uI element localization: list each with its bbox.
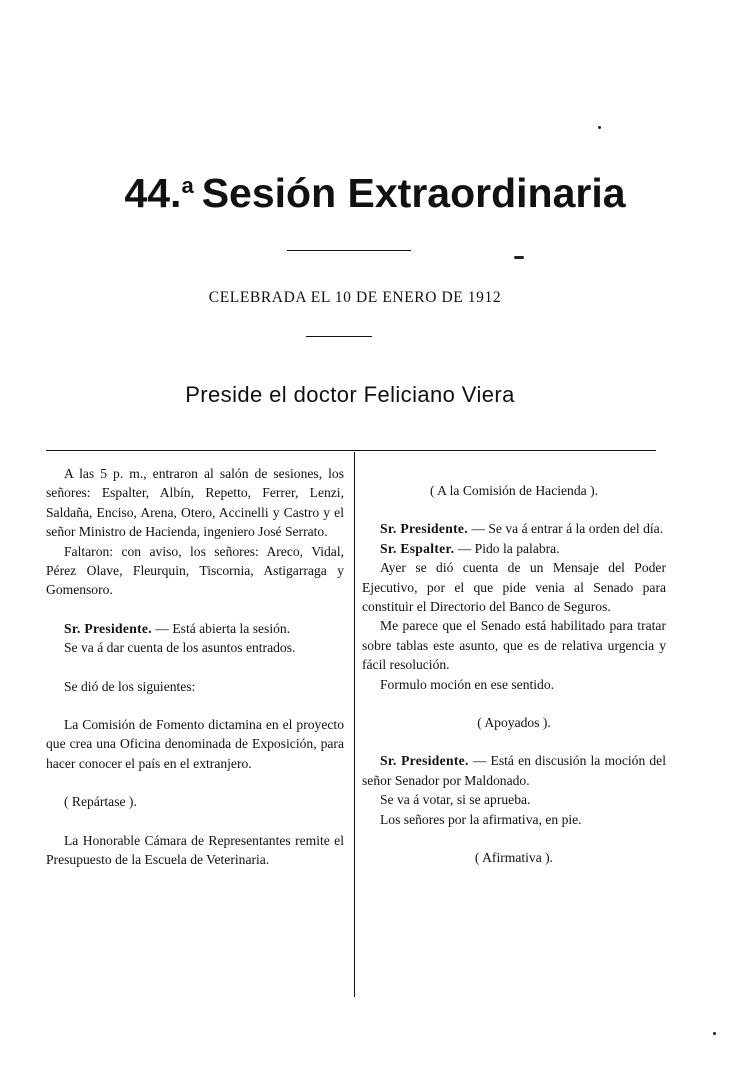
speech-text: — Está abierta la sesión. — [151, 620, 291, 636]
president-opening — [46, 619, 344, 638]
right-column — [362, 481, 666, 868]
mensaje-paragraph: Ayer se dió cuenta de un Mensaje del Poder Ejecutivo, por el que pide venia al Senado para constituir el Directorio del Banco de Seguros. — [362, 560, 666, 615]
speech-text: — Está en discusión la moción del señor Senador por Maldonado. — [362, 753, 666, 788]
speaker-label: Sr. Espalter. — [380, 540, 455, 556]
afirmativa-note: ( Afirmativa ). — [474, 850, 554, 866]
scan-speck — [598, 126, 601, 129]
left-column — [46, 464, 344, 870]
business-paragraph: Se va á dar cuenta de los asuntos entrados. — [64, 640, 296, 656]
mocion-paragraph: Formulo moción en ese sentido. — [380, 676, 555, 692]
votar-paragraph: Se va á votar, si se aprueba. — [380, 792, 531, 808]
apoyados-note: ( Apoyados ). — [477, 715, 551, 731]
speech-text: — Se va á entrar á la orden del día. — [467, 521, 664, 537]
date-divider — [306, 336, 372, 337]
scan-speck — [713, 1032, 716, 1035]
session-title-text: Sesión Extraordinaria — [201, 170, 626, 216]
repartase-note: ( Repártase ). — [64, 794, 137, 810]
hacienda-note: ( A la Comisión de Hacienda ). — [430, 483, 598, 498]
afirmativa-paragraph: Los señores por la afirmativa, en pie. — [380, 811, 582, 827]
attendance-paragraph: A las 5 p. m., entraron al salón de sesiones, los señores: Espalter, Albín, Repetto, Ferrer, Lenzi, Saldaña, Enciso, Arena, Otero, Accinelli y Castro y el señor Ministro de Hacienda, ingeniero José Serrato. — [46, 466, 344, 540]
fomento-paragraph: La Comisión de Fomento dictamina en el proyecto que crea una Oficina denominada de Exposición, para hacer conocer el país en el extranjero. — [46, 717, 344, 771]
scan-speck — [514, 256, 524, 259]
header-divider — [46, 450, 656, 451]
speaker-label: Sr. Presidente. — [64, 620, 152, 636]
session-number-suffix: a — [181, 173, 194, 198]
espalter-request — [362, 539, 666, 558]
absence-paragraph: Faltaron: con aviso, los señores: Areco, Vidal, Pérez Olave, Fleurquin, Tiscornia, Astigarraga y Gomensoro. — [46, 543, 344, 598]
senado-paragraph: Me parece que el Senado está habilitado para tratar sobre tablas este asunto, que es de relativa urgencia y fácil resolución. — [362, 618, 666, 673]
camara-paragraph: La Honorable Cámara de Representantes remite el Presupuesto de la Escuela de Veterinaria. — [46, 832, 344, 868]
speaker-label: Sr. Presidente. — [380, 521, 468, 537]
items-intro: Se dió de los siguientes: — [64, 678, 196, 694]
column-divider — [354, 452, 355, 997]
president-discusion — [362, 751, 666, 790]
speaker-label: Sr. Presidente. — [380, 753, 469, 769]
presiding-officer: Preside el doctor Feliciano Viera — [185, 382, 515, 407]
title-divider — [287, 250, 411, 251]
session-date: CELEBRADA EL 10 DE ENERO DE 1912 — [208, 289, 502, 306]
session-number: 44. — [124, 170, 182, 216]
session-title — [0, 170, 750, 217]
speech-text: — Pido la palabra. — [454, 540, 560, 556]
president-orden — [362, 519, 666, 538]
